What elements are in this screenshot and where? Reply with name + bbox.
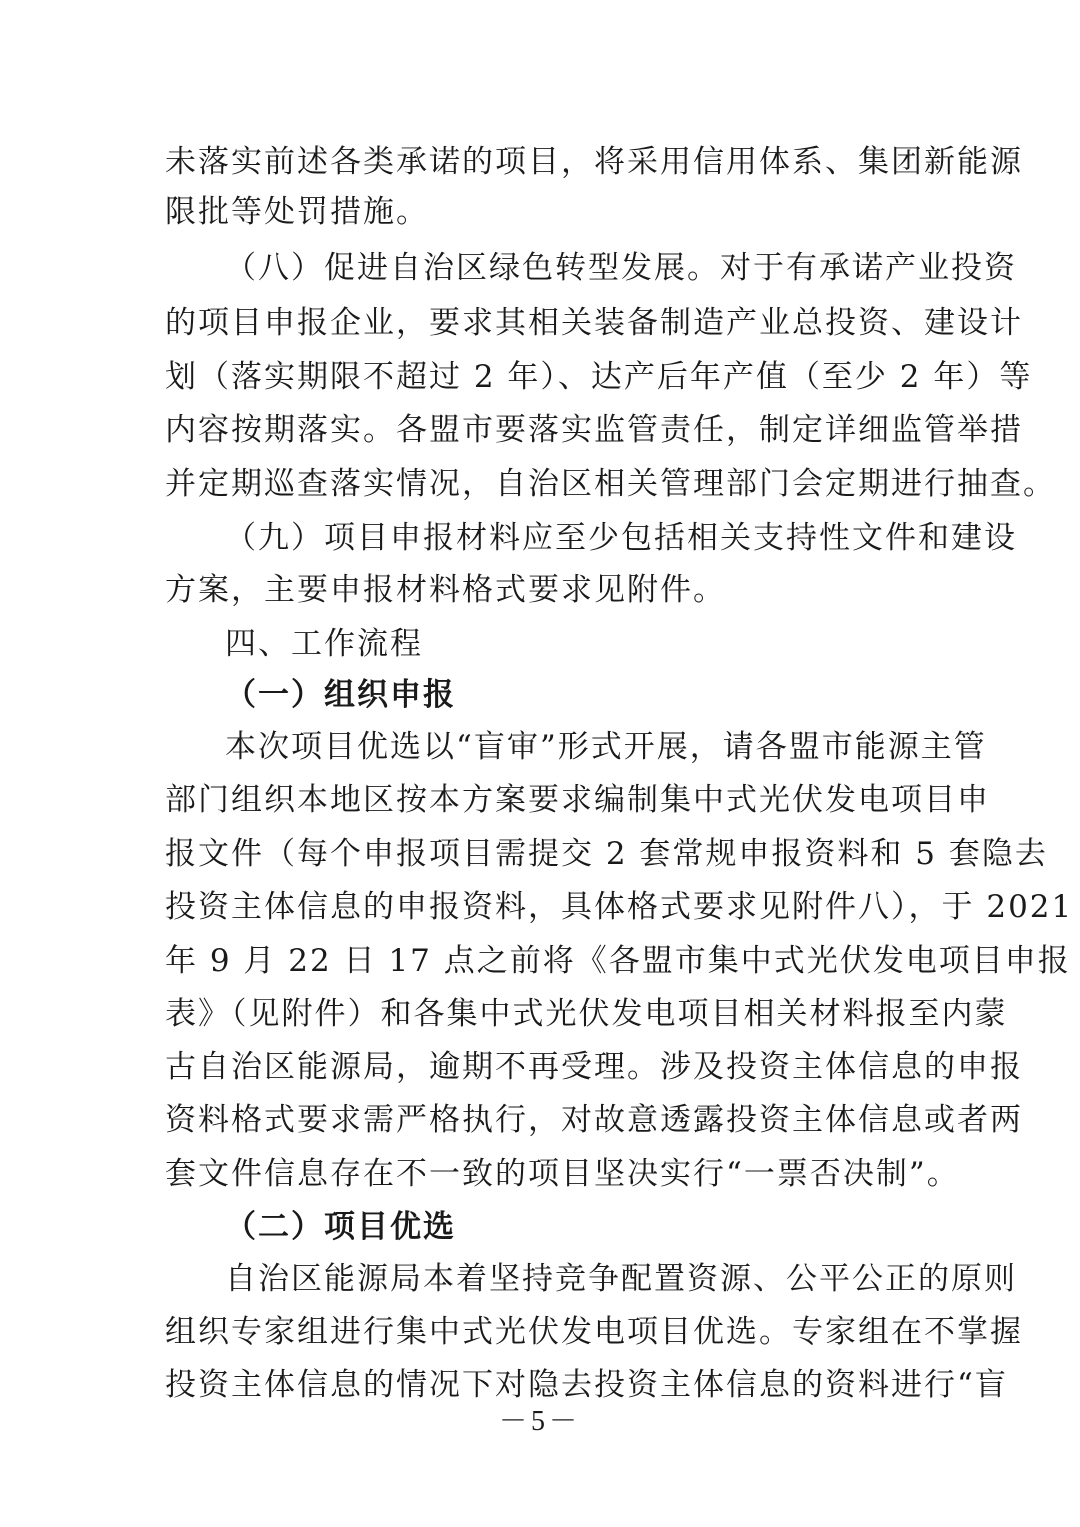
paragraph-line: 投资主体信息的申报资料，具体格式要求见附件八），于 2021 [165,889,1074,925]
paragraph-line: 组织专家组进行集中式光伏发电项目优选。专家组在不掌握 [165,1314,1023,1350]
paragraph-line: 本次项目优选以“盲审”形式开展，请各盟市能源主管 [225,729,987,765]
paragraph-line: 资料格式要求需严格执行，对故意透露投资主体信息或者两 [165,1102,1023,1138]
paragraph-line: 划（落实期限不超过 2 年）、达产后年产值（至少 2 年）等 [165,359,1033,395]
paragraph-line: 未落实前述各类承诺的项目，将采用信用体系、集团新能源 [165,144,1023,180]
paragraph-line: 的项目申报企业，要求其相关装备制造产业总投资、建设计 [165,305,1023,341]
paragraph-line: 年 9 月 22 日 17 点之前将《各盟市集中式光伏发电项目申报 [165,943,1071,979]
paragraph-line: 内容按期落实。各盟市要落实监管责任，制定详细监管举措 [165,412,1023,448]
paragraph-line: 限批等处罚措施。 [165,194,429,230]
paragraph-line: 表》（见附件）和各集中式光伏发电项目相关材料报至内蒙 [165,996,1008,1032]
subsection-heading: （一）组织申报 [225,677,456,713]
paragraph-line: 方案，主要申报材料格式要求见附件。 [165,572,726,608]
page-number: －5－ [498,1406,581,1437]
paragraph-line: 部门组织本地区按本方案要求编制集中式光伏发电项目申 [165,782,990,818]
paragraph-line: 古自治区能源局，逾期不再受理。涉及投资主体信息的申报 [165,1049,1023,1085]
paragraph-line: 报文件（每个申报项目需提交 2 套常规申报资料和 5 套隐去 [165,836,1048,872]
paragraph-line: 投资主体信息的情况下对隐去投资主体信息的资料进行“盲 [165,1367,1008,1403]
paragraph-line: （九）项目申报材料应至少包括相关支持性文件和建设 [225,520,1017,556]
paragraph-line: 自治区能源局本着坚持竞争配置资源、公平公正的原则 [225,1261,1017,1297]
paragraph-line: 并定期巡查落实情况，自治区相关管理部门会定期进行抽查。 [165,466,1056,502]
paragraph-line: （八）促进自治区绿色转型发展。对于有承诺产业投资 [225,250,1017,286]
section-heading: 四、工作流程 [225,626,423,662]
subsection-heading: （二）项目优选 [225,1209,456,1245]
paragraph-line: 套文件信息存在不一致的项目坚决实行“一票否决制”。 [165,1156,960,1192]
